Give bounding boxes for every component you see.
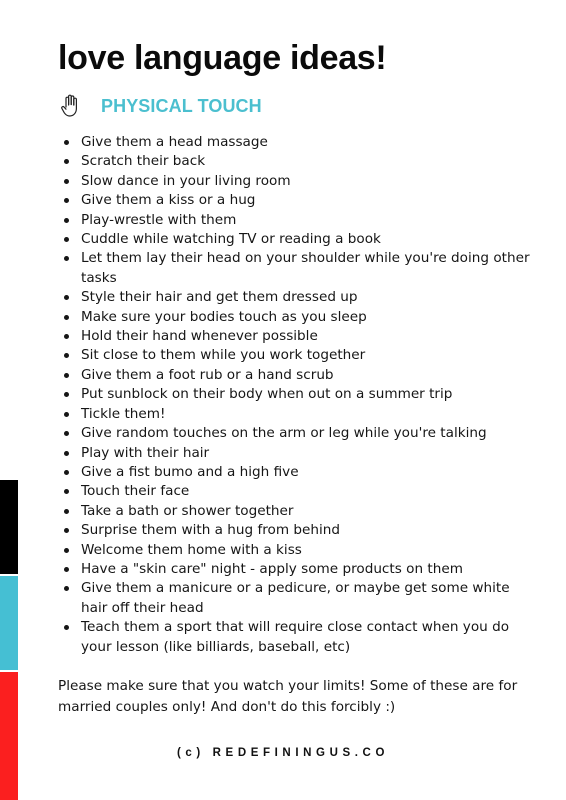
tips-list [61, 133, 531, 657]
list-item: Sit close to them while you work together [61, 346, 531, 365]
list-item: Play with their hair [61, 444, 531, 463]
list-item: Teach them a sport that will require close contact when you do your lesson (like billiards, baseball, etc) [61, 618, 531, 657]
footer-credit: (c) REDEFININGUS.CO [177, 747, 389, 759]
list-item: Welcome them home with a kiss [61, 541, 531, 560]
list-item: Take a bath or shower together [61, 502, 531, 521]
list-item: Touch their face [61, 482, 531, 501]
color-bar-red [0, 672, 18, 800]
list-item: Play-wrestle with them [61, 211, 531, 230]
list-item: Scratch their back [61, 152, 531, 171]
list-item: Style their hair and get them dressed up [61, 288, 531, 307]
list-item: Have a "skin care" night - apply some products on them [61, 560, 531, 579]
list-item: Slow dance in your living room [61, 172, 531, 191]
list-item: Give them a head massage [61, 133, 531, 152]
hand-icon [60, 94, 82, 118]
list-item: Let them lay their head on your shoulder while you're doing other tasks [61, 249, 531, 288]
list-item: Surprise them with a hug from behind [61, 521, 531, 540]
list-item: Tickle them! [61, 405, 531, 424]
section-header [60, 92, 262, 120]
list-item: Give random touches on the arm or leg while you're talking [61, 424, 531, 443]
list-item: Put sunblock on their body when out on a summer trip [61, 385, 531, 404]
list-item: Give them a foot rub or a hand scrub [61, 366, 531, 385]
list-item: Give them a manicure or a pedicure, or maybe get some white hair off their head [61, 579, 531, 618]
disclaimer-note: Please make sure that you watch your limits! Some of these are for married couples only! And don't do this forcibly :) [58, 678, 518, 715]
page-title: love language ideas! [58, 39, 387, 77]
section-title: PHYSICAL TOUCH [101, 95, 262, 116]
list-item: Give a fist bumo and a high five [61, 463, 531, 482]
list-item: Hold their hand whenever possible [61, 327, 531, 346]
list-item: Give them a kiss or a hug [61, 191, 531, 210]
color-bar-black [0, 480, 18, 574]
color-bar-teal [0, 576, 18, 670]
list-item: Cuddle while watching TV or reading a book [61, 230, 531, 249]
list-item: Make sure your bodies touch as you sleep [61, 308, 531, 327]
